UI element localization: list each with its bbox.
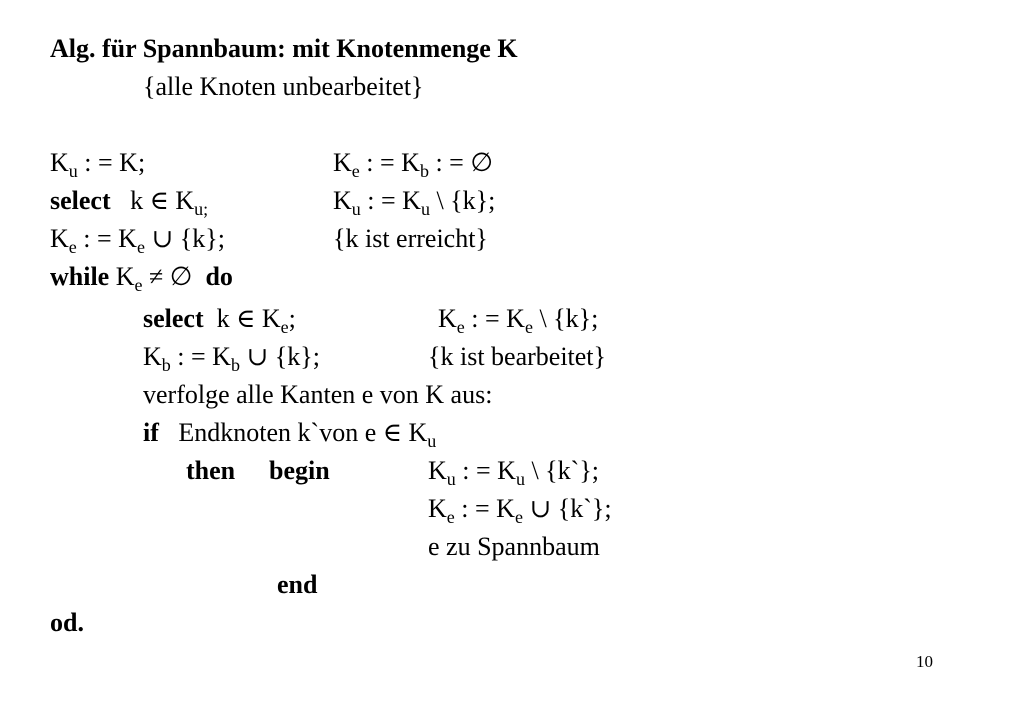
while-loop-header: while $K_e$ ≠ ∅ do	[50, 262, 233, 295]
remove-k2-from-ku: $K_u$ : = $K_u$ \ {k`};	[428, 456, 600, 489]
if-condition: if Endknoten k`von e ∈ $K_u$	[143, 418, 437, 451]
init-ku: $K_u$ : = K;	[50, 148, 146, 181]
algorithm-title: Alg. für Spannbaum: mit Knotenmenge K	[50, 34, 518, 63]
begin-keyword: begin	[269, 456, 330, 485]
end-keyword: end	[277, 570, 318, 599]
comment-reached: {k ist erreicht}	[333, 224, 488, 253]
od-keyword: od.	[50, 608, 84, 637]
page-number: 10	[916, 652, 933, 671]
add-k-to-ke: $K_e$ : = $K_e$ ∪ {k};	[50, 224, 225, 257]
add-k-to-kb: $K_b$ : = $K_b$ ∪ {k};	[143, 342, 320, 375]
add-k2-to-ke: $K_e$ : = $K_e$ ∪ {k`};	[428, 494, 612, 527]
init-ke-kb: $K_e$ : = $K_b$ : = ∅	[333, 148, 493, 181]
remove-k-from-ke: $K_e$ : = $K_e$ \ {k};	[438, 304, 599, 337]
comment-processed: {k ist bearbeitet}	[428, 342, 607, 371]
select-from-ku: select k ∈ $K_{u;}$	[50, 186, 209, 219]
select-from-ke: select k ∈ $K_e$;	[143, 304, 296, 337]
follow-edges: verfolge alle Kanten e von K aus:	[143, 380, 493, 409]
header-comment: {alle Knoten unbearbeitet}	[143, 72, 424, 101]
add-edge-to-tree: e zu Spannbaum	[428, 532, 600, 561]
remove-k-from-ku: $K_u$ : = $K_u$ \ {k};	[333, 186, 496, 219]
then-keyword: then	[186, 456, 236, 485]
